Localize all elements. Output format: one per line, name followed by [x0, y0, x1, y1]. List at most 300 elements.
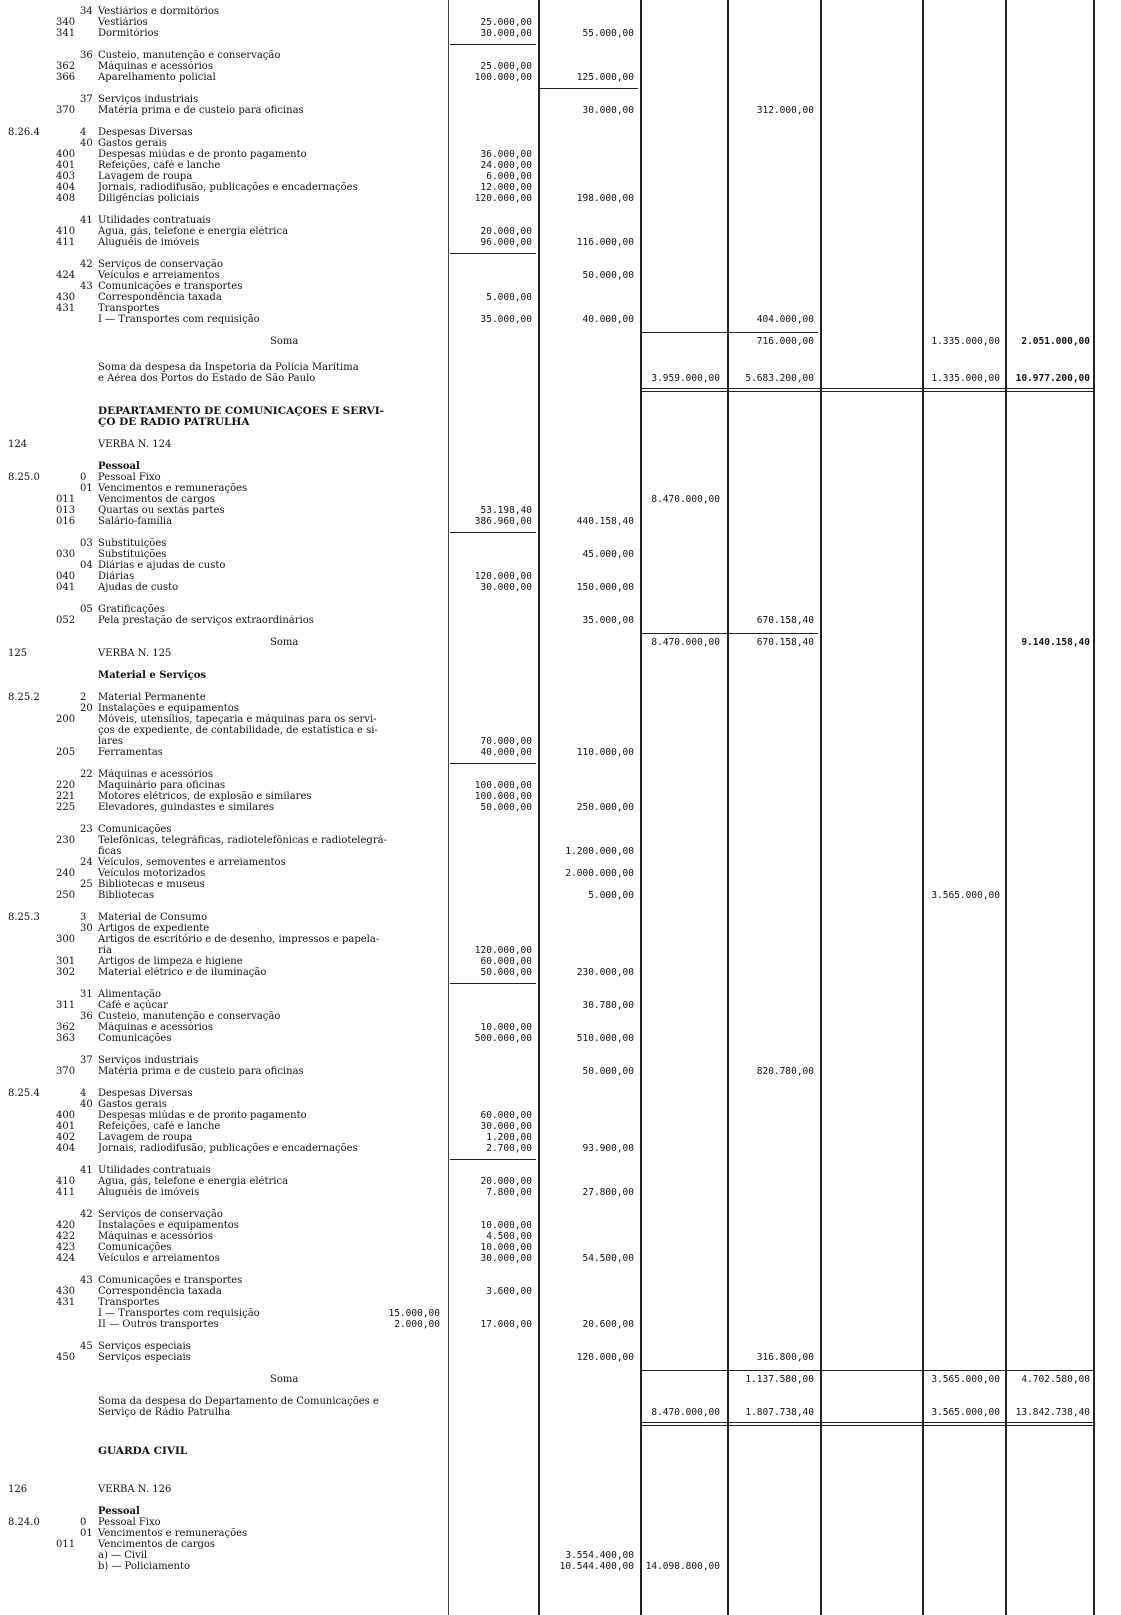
amount-c2: 1.200.000,00: [565, 846, 634, 857]
budget-line: [0, 303, 1121, 314]
budget-line: [0, 72, 1121, 83]
budget-line: [0, 1275, 1121, 1286]
line-description: Veículos e arreiamentos: [98, 1253, 220, 1264]
line-description: Serviços especiais: [98, 1341, 191, 1352]
budget-line: [0, 127, 1121, 138]
item-code: 302: [56, 967, 76, 978]
amount-c2: 50.000,00: [582, 270, 634, 281]
amount-c3: 5.683.200,00: [745, 373, 814, 384]
amount-c1: 50.000,00: [480, 967, 532, 978]
budget-line: [0, 1132, 1121, 1143]
amount-c2: 20.600,00: [582, 1319, 634, 1330]
group-code: 4: [80, 1088, 87, 1099]
budget-line: [0, 890, 1121, 901]
item-code: 340: [56, 17, 76, 28]
budget-line: [0, 373, 1121, 384]
item-code: 311: [56, 1000, 76, 1011]
line-description: Substituições: [98, 549, 167, 560]
item-code: 424: [56, 1253, 76, 1264]
line-description: Gratificações: [98, 604, 165, 615]
group-code: 22: [80, 769, 93, 780]
budget-line: [0, 1165, 1121, 1176]
amount-c2: 116.000,00: [576, 237, 634, 248]
budget-line: [0, 50, 1121, 61]
budget-line: [0, 1242, 1121, 1253]
section-code: 8.24.0: [8, 1517, 40, 1528]
line-description: Soma da despesa da Inspetoria da Polícia Marítima: [98, 362, 359, 373]
amount-c2: 10.544.400,00: [559, 1561, 634, 1572]
line-description: Quartas ou sextas partes: [98, 505, 225, 516]
amount-c5: 1.335.000,00: [931, 373, 1000, 384]
budget-line: [0, 1352, 1121, 1363]
budget-line: [0, 967, 1121, 978]
amount-c2: 35.000,00: [582, 615, 634, 626]
line-description: Agua, gás, telefone e energia elétrica: [98, 1176, 289, 1187]
group-code: 43: [80, 1275, 93, 1286]
amount-c3: 1.807.738,40: [745, 1407, 814, 1418]
line-description: Máquinas e acessórios: [98, 769, 213, 780]
subtotal-rule: [450, 763, 536, 764]
budget-line: [0, 1396, 1121, 1407]
amount-c2: 2.000.000,00: [565, 868, 634, 879]
item-code: 411: [56, 1187, 76, 1198]
item-code: 013: [56, 505, 76, 516]
budget-line: [0, 336, 1121, 347]
subtotal-rule: [450, 253, 536, 254]
item-code: 040: [56, 571, 76, 582]
budget-line: [0, 281, 1121, 292]
budget-line: [0, 505, 1121, 516]
item-code: 403: [56, 171, 76, 182]
line-description: Soma: [270, 336, 299, 347]
budget-line: [0, 604, 1121, 615]
budget-line: [0, 1484, 1121, 1495]
line-description: Substituições: [98, 538, 167, 549]
item-code: 041: [56, 582, 76, 593]
budget-line: [0, 494, 1121, 505]
item-code: 420: [56, 1220, 76, 1231]
amount-c2: 120.000,00: [576, 1352, 634, 1363]
budget-line: [0, 138, 1121, 149]
line-description: Diligências policiais: [98, 193, 200, 204]
line-description: Vencimentos de cargos: [98, 1539, 216, 1550]
budget-line: [0, 714, 1121, 725]
line-description: Veículos motorizados: [98, 868, 206, 879]
amount-c1: 20.000,00: [480, 1176, 532, 1187]
amount-c1: 120.000,00: [474, 945, 532, 956]
line-description: Gastos gerais: [98, 138, 167, 149]
budget-line: [0, 1308, 1121, 1319]
line-description: Maquinário para oficinas: [98, 780, 226, 791]
amount-c3: 316.800,00: [756, 1352, 814, 1363]
budget-line: [0, 648, 1121, 659]
amount-c2: 55.000,00: [582, 28, 634, 39]
budget-line: [0, 615, 1121, 626]
budget-line: [0, 1143, 1121, 1154]
item-code: 400: [56, 1110, 76, 1121]
budget-line: [0, 571, 1121, 582]
item-code: 363: [56, 1033, 76, 1044]
budget-line: [0, 1506, 1121, 1517]
budget-line: [0, 1539, 1121, 1550]
budget-line: [0, 1231, 1121, 1242]
item-code: 301: [56, 956, 76, 967]
line-description: Vencimentos e remunerações: [98, 1528, 248, 1539]
line-description: Pessoal: [98, 1506, 140, 1517]
group-code: 20: [80, 703, 93, 714]
item-code: 366: [56, 72, 76, 83]
group-code: 05: [80, 604, 93, 615]
line-description: DEPARTAMENTO DE COMUNICAÇÕES E SERVI-: [98, 406, 384, 417]
budget-line: [0, 461, 1121, 472]
line-description: GUARDA CIVIL: [98, 1446, 188, 1457]
budget-line: [0, 94, 1121, 105]
total-rule: [642, 1422, 1093, 1426]
amount-c1: 120.000,00: [474, 193, 532, 204]
budget-line: [0, 182, 1121, 193]
line-description: Máquinas e acessórios: [98, 61, 213, 72]
item-code: 402: [56, 1132, 76, 1143]
amount-c1: 30.000,00: [480, 1253, 532, 1264]
group-code: 40: [80, 1099, 93, 1110]
budget-line: [0, 1297, 1121, 1308]
amount-c3: 716.000,00: [756, 336, 814, 347]
budget-line: [0, 439, 1121, 450]
amount-c5: 3.565.000,00: [931, 1374, 1000, 1385]
line-description: Pessoal Fixo: [98, 1517, 161, 1528]
item-code: 240: [56, 868, 76, 879]
line-description: Veículos e arreiamentos: [98, 270, 220, 281]
group-code: 36: [80, 1011, 93, 1022]
budget-line: [0, 1561, 1121, 1572]
amount-c1: 35.000,00: [480, 314, 532, 325]
line-description: Serviços industriais: [98, 94, 199, 105]
amount-c1: 2.700,00: [486, 1143, 532, 1154]
amount-c3: 670.158,40: [756, 615, 814, 626]
amount-c1: 100.000,00: [474, 791, 532, 802]
line-description: Utilidades contratuais: [98, 215, 211, 226]
budget-line: [0, 582, 1121, 593]
line-description: Serviços especiais: [98, 1352, 191, 1363]
item-code: 205: [56, 747, 76, 758]
amount-c3: 670.158,40: [756, 637, 814, 648]
item-code: 220: [56, 780, 76, 791]
line-description: lares: [98, 736, 123, 747]
budget-line: [0, 769, 1121, 780]
budget-line: [0, 17, 1121, 28]
item-code: 341: [56, 28, 76, 39]
line-description: Utilidades contratuais: [98, 1165, 211, 1176]
amount-c3: 1.137.580,00: [745, 1374, 814, 1385]
budget-line: [0, 1341, 1121, 1352]
group-code: 42: [80, 259, 93, 270]
line-description: Serviços de conservação: [98, 259, 223, 270]
line-description: ços de expediente, de contabilidade, de estatística e si-: [98, 725, 378, 736]
budget-line: [0, 538, 1121, 549]
amount-c2: 250.000,00: [576, 802, 634, 813]
amount-c1: 10.000,00: [480, 1022, 532, 1033]
amount-c6: 4.702.580,00: [1021, 1374, 1090, 1385]
amount-c2: 3.554.400,00: [565, 1550, 634, 1561]
line-description: Veículos, semoventes e arreiamentos: [98, 857, 286, 868]
line-description: Pela prestação de serviços extraordinários: [98, 615, 314, 626]
line-description: Dormitórios: [98, 28, 159, 39]
section-code: 8.26.4: [8, 127, 40, 138]
budget-line: [0, 923, 1121, 934]
budget-line: [0, 483, 1121, 494]
line-description: Vestiários e dormitórios: [98, 6, 219, 17]
item-code: 250: [56, 890, 76, 901]
amount-c3: 404.000,00: [756, 314, 814, 325]
line-description: Artigos de limpeza e higiene: [98, 956, 243, 967]
budget-line: [0, 791, 1121, 802]
budget-line: [0, 857, 1121, 868]
amount-c1: 10.000,00: [480, 1220, 532, 1231]
line-description: Matéria prima e de custeio para oficinas: [98, 105, 304, 116]
line-description: Comunicações e transportes: [98, 1275, 243, 1286]
line-description: Material elétrico e de iluminação: [98, 967, 267, 978]
line-description: I — Transportes com requisição: [98, 314, 260, 325]
line-description: Custeio, manutenção e conservação: [98, 1011, 281, 1022]
amount-c6: 2.051.000,00: [1021, 336, 1090, 347]
budget-line: [0, 1286, 1121, 1297]
item-code: 052: [56, 615, 76, 626]
item-code: 300: [56, 934, 76, 945]
budget-line: [0, 835, 1121, 846]
line-description: Móveis, utensílios, tapeçaria e máquinas para os servi-: [98, 714, 377, 725]
item-code: 424: [56, 270, 76, 281]
item-code: 423: [56, 1242, 76, 1253]
line-description: Máquinas e acessórios: [98, 1022, 213, 1033]
amount-c2: 110.000,00: [576, 747, 634, 758]
budget-line: [0, 846, 1121, 857]
amount-c1: 500.000,00: [474, 1033, 532, 1044]
subtotal-rule: [450, 983, 536, 984]
line-description: Serviços de conservação: [98, 1209, 223, 1220]
line-description: Material de Consumo: [98, 912, 208, 923]
line-description: ria: [98, 945, 112, 956]
total-rule: [642, 388, 1093, 392]
line-description: VERBA N. 126: [98, 1484, 172, 1495]
line-description: Lavagem de roupa: [98, 1132, 193, 1143]
budget-line: [0, 747, 1121, 758]
budget-line: [0, 28, 1121, 39]
amount-c2: 54.500,00: [582, 1253, 634, 1264]
group-code: 41: [80, 1165, 93, 1176]
line-description: Vestiários: [98, 17, 148, 28]
amount-c6: 10.977.200,00: [1015, 373, 1090, 384]
amount-c1: 4.500,00: [486, 1231, 532, 1242]
subtotal-rule: [642, 633, 818, 634]
budget-line: [0, 1446, 1121, 1457]
item-code: 404: [56, 1143, 76, 1154]
inner-amount: 15.000,00: [388, 1308, 440, 1319]
line-description: Telefônicas, telegráficas, radiotelefônicas e radiotelegrá-: [98, 835, 387, 846]
budget-line: [0, 1022, 1121, 1033]
line-description: Alimentação: [98, 989, 162, 1000]
line-description: II — Outros transportes: [98, 1319, 219, 1330]
item-code: 450: [56, 1352, 76, 1363]
item-code: 362: [56, 61, 76, 72]
budget-line: [0, 824, 1121, 835]
group-code: 40: [80, 138, 93, 149]
group-code: 23: [80, 824, 93, 835]
budget-line: [0, 1121, 1121, 1132]
amount-c2: 198.000,00: [576, 193, 634, 204]
amount-c1: 50.000,00: [480, 802, 532, 813]
line-description: Salário-família: [98, 516, 173, 527]
amount-c1: 1.200,00: [486, 1132, 532, 1143]
item-code: 225: [56, 802, 76, 813]
item-code: 370: [56, 105, 76, 116]
amount-c3: 312.000,00: [756, 105, 814, 116]
line-description: a) — Civil: [98, 1550, 148, 1561]
amount-c1: 30.000,00: [480, 582, 532, 593]
subtotal-rule: [642, 1370, 1093, 1371]
line-description: Material e Serviços: [98, 670, 207, 681]
item-code: 401: [56, 1121, 76, 1132]
amount-c2: 125.000,00: [576, 72, 634, 83]
budget-line: [0, 472, 1121, 483]
line-description: Matéria prima e de custeio para oficinas: [98, 1066, 304, 1077]
section-code: 125: [8, 648, 28, 659]
amount-c2: 440.158,40: [576, 516, 634, 527]
group-code: 31: [80, 989, 93, 1000]
group-code: 0: [80, 472, 87, 483]
line-description: Despesas miúdas e de pronto pagamento: [98, 149, 307, 160]
budget-line: [0, 703, 1121, 714]
line-description: Máquinas e acessórios: [98, 1231, 213, 1242]
budget-line: [0, 226, 1121, 237]
line-description: Aparelhamento policial: [98, 72, 216, 83]
line-description: Correspondência taxada: [98, 1286, 222, 1297]
budget-line: [0, 692, 1121, 703]
item-code: 431: [56, 1297, 76, 1308]
amount-c1: 25.000,00: [480, 61, 532, 72]
amount-c1: 20.000,00: [480, 226, 532, 237]
subtotal-rule: [642, 332, 818, 333]
item-code: 030: [56, 549, 76, 560]
line-description: Material Permanente: [98, 692, 206, 703]
budget-line: [0, 1187, 1121, 1198]
line-description: I — Transportes com requisição: [98, 1308, 260, 1319]
amount-c1: 96.000,00: [480, 237, 532, 248]
line-description: Bibliotecas e museus: [98, 879, 205, 890]
line-description: Instalações e equipamentos: [98, 1220, 239, 1231]
budget-line: [0, 1550, 1121, 1561]
line-description: VERBA N. 125: [98, 648, 172, 659]
budget-line: [0, 912, 1121, 923]
budget-line: [0, 1517, 1121, 1528]
amount-cA: 3.959.000,00: [651, 373, 720, 384]
budget-line: [0, 406, 1121, 417]
group-code: 37: [80, 94, 93, 105]
line-description: Serviços industriais: [98, 1055, 199, 1066]
item-code: 011: [56, 1539, 76, 1550]
budget-line: [0, 292, 1121, 303]
amount-c1: 53.198,40: [480, 505, 532, 516]
group-code: 30: [80, 923, 93, 934]
line-description: Motores elétricos, de explosão e similares: [98, 791, 312, 802]
amount-cA: 14.098.800,00: [645, 1561, 720, 1572]
budget-line: [0, 934, 1121, 945]
line-description: Soma: [270, 1374, 299, 1385]
line-description: Agua, gás, telefone e energia elétrica: [98, 226, 289, 237]
budget-line: [0, 1055, 1121, 1066]
budget-line: [0, 1011, 1121, 1022]
group-code: 43: [80, 281, 93, 292]
item-code: 230: [56, 835, 76, 846]
budget-line: [0, 417, 1121, 428]
amount-c1: 40.000,00: [480, 747, 532, 758]
line-description: Elevadores, guindastes e similares: [98, 802, 274, 813]
item-code: 016: [56, 516, 76, 527]
amount-c1: 17.000,00: [480, 1319, 532, 1330]
budget-line: [0, 637, 1121, 648]
budget-line: [0, 956, 1121, 967]
budget-line: [0, 160, 1121, 171]
budget-line: [0, 1528, 1121, 1539]
line-description: Vencimentos de cargos: [98, 494, 216, 505]
group-code: 0: [80, 1517, 87, 1528]
item-code: 400: [56, 149, 76, 160]
budget-line: [0, 1033, 1121, 1044]
amount-c1: 24.000,00: [480, 160, 532, 171]
amount-cA: 8.470.000,00: [651, 494, 720, 505]
line-description: ÇO DE RADIO PATRULHA: [98, 417, 250, 428]
line-description: Diárias: [98, 571, 135, 582]
line-description: Vencimentos e remunerações: [98, 483, 248, 494]
amount-c1: 36.000,00: [480, 149, 532, 160]
line-description: Comunicações: [98, 1242, 172, 1253]
line-description: Ajudas de custo: [98, 582, 179, 593]
item-code: 431: [56, 303, 76, 314]
line-description: Despesas Diversas: [98, 127, 193, 138]
line-description: Correspondência taxada: [98, 292, 222, 303]
amount-c2: 30.000,00: [582, 105, 634, 116]
budget-line: [0, 1110, 1121, 1121]
item-code: 370: [56, 1066, 76, 1077]
budget-line: [0, 549, 1121, 560]
budget-line: [0, 171, 1121, 182]
budget-line: [0, 6, 1121, 17]
line-description: Jornais, radiodifusão, publicações e encadernações: [98, 182, 358, 193]
section-code: 126: [8, 1484, 28, 1495]
amount-c1: 6.000,00: [486, 171, 532, 182]
budget-line: [0, 725, 1121, 736]
amount-c5: 1.335.000,00: [931, 336, 1000, 347]
group-code: 03: [80, 538, 93, 549]
amount-c5: 3.565.000,00: [931, 890, 1000, 901]
group-code: 01: [80, 1528, 93, 1539]
budget-line: [0, 1099, 1121, 1110]
item-code: 411: [56, 237, 76, 248]
budget-line: [0, 1374, 1121, 1385]
group-code: 37: [80, 1055, 93, 1066]
budget-line: [0, 868, 1121, 879]
section-code: 8.25.0: [8, 472, 40, 483]
group-code: 2: [80, 692, 87, 703]
amount-c1: 25.000,00: [480, 17, 532, 28]
amount-cA: 8.470.000,00: [651, 1407, 720, 1418]
line-description: Transportes: [98, 303, 160, 314]
amount-c1: 12.000,00: [480, 182, 532, 193]
budget-line: [0, 1000, 1121, 1011]
budget-line: [0, 259, 1121, 270]
group-code: 45: [80, 1341, 93, 1352]
line-description: VERBA N. 124: [98, 439, 172, 450]
amount-c1: 5.000,00: [486, 292, 532, 303]
